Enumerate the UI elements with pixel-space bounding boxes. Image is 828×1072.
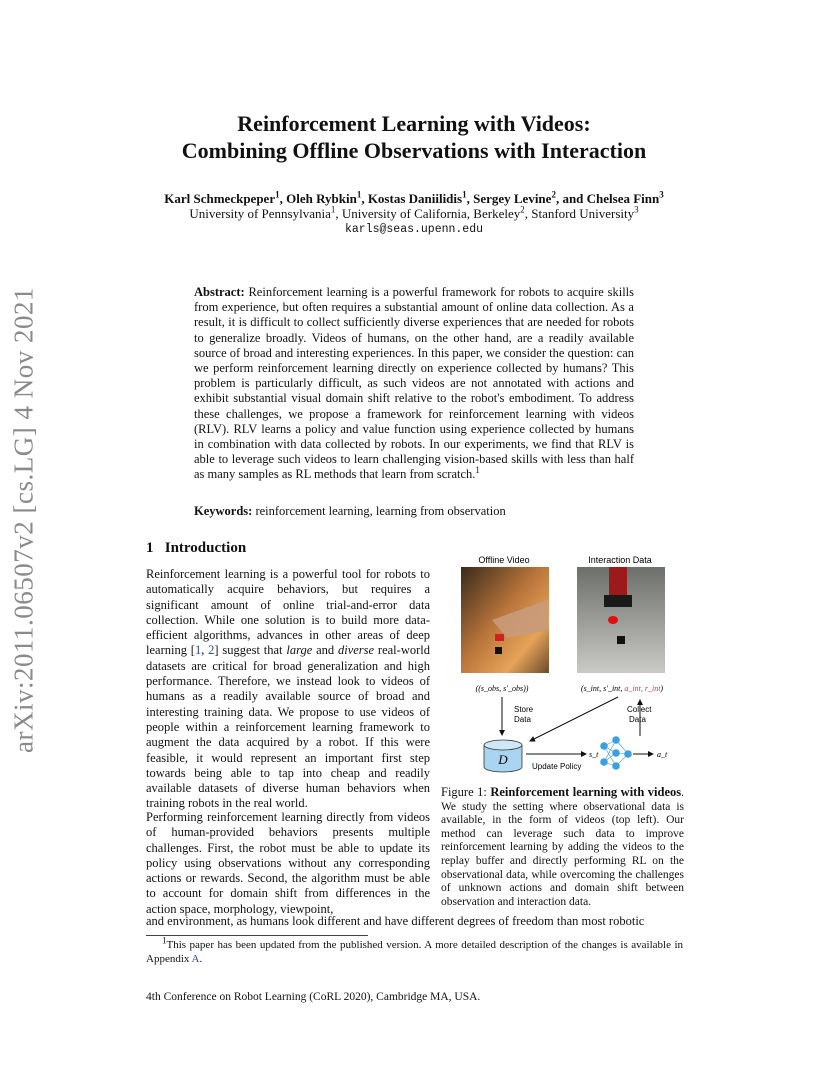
author-affil-mark: 3 xyxy=(659,189,664,200)
interaction-data-image xyxy=(577,567,665,673)
caption-label: Figure 1: xyxy=(441,785,491,799)
keywords-label: Keywords: xyxy=(194,504,253,518)
affiliation: University of California, Berkeley xyxy=(341,206,521,221)
action-label: a_t xyxy=(657,750,668,759)
keywords xyxy=(194,504,634,519)
intro-text: real-world datasets are critical for broad generalization and high performance. Therefore, we instead look to videos of humans as a readily available source of broad and interesting training data. We propose to use videos of people within a reinforcement learning framework to augment the data acquired by a robot. If this were feasible, it would represent an important first step towards being able to tap into cheap and readily available datasets of diverse human behaviors when training robots in the real world. xyxy=(146,643,430,811)
affiliation: University of Pennsylvania xyxy=(189,206,331,221)
abstract-label: Abstract: xyxy=(194,285,245,299)
abstract-text: Reinforcement learning is a powerful framework for robots to acquire skills from experience, but often requires a substantial amount of online data collection. As a result, it is difficult to collect sufficiently diverse experiences that are needed for robots to generalize broadly. Videos of humans, on the other hand, are a readily available source of broad and interesting experiences. In this paper, we consider the question: can we perform reinforcement learning directly on experience collected by humans? This problem is particularly difficult, as such videos are not annotated with actions and exhibit substantial visual domain shift relative to the robot's embodiment. To address these challenges, we propose a framework for reinforcement learning with videos (RLV). RLV learns a policy and value function using experience collected by humans in combination with data collected by robots. In our experiments, we find that RLV is able to leverage such videos to learn challenging vision-based skills with less than half as many samples as RL methods that learn from scratch. xyxy=(194,285,635,482)
author-separator: , xyxy=(279,191,287,206)
citation-link[interactable]: 1 xyxy=(194,643,202,658)
interaction-tuple xyxy=(581,684,664,693)
intro-text: ] suggest that xyxy=(214,643,287,658)
affil-separator: , xyxy=(524,206,532,221)
keywords-text: reinforcement learning, learning from observation xyxy=(255,504,506,518)
interaction-data-label: Interaction Data xyxy=(588,555,652,565)
figure-caption xyxy=(441,786,684,909)
author-separator: , and xyxy=(555,191,587,206)
author-affil-mark: 2 xyxy=(551,189,556,200)
collect-label-1: Collect xyxy=(627,705,652,714)
footnote xyxy=(146,935,683,966)
intro-text: and xyxy=(312,643,338,658)
section-number: 1 xyxy=(146,540,154,556)
author-affil-mark: 1 xyxy=(275,189,280,200)
caption-text: . We study the setting where observational data is available, in the form of videos (top left). Our method can leverage such data to improve reinforcement learning by adding the videos to the replay buffer and directly performing RL on the observational data, while overcoming the challenges of unknown actions and domain shift between observation and interaction data. xyxy=(441,787,684,908)
intro-paragraph-1 xyxy=(146,567,430,812)
intro-paragraph-2-continued: and environment, as humans look different and have different degrees of freedom than most robotic xyxy=(146,914,645,928)
contact-email: karls@seas.upenn.edu xyxy=(344,223,484,236)
author-list xyxy=(80,191,748,207)
author-name: Oleh Rybkin xyxy=(286,191,357,206)
tuple-right-a: (s_int, s'_int, xyxy=(580,684,625,693)
update-policy-label: Update Policy xyxy=(532,762,582,771)
abstract xyxy=(194,285,634,483)
tuple-right-red: a_int, r_int xyxy=(624,684,661,693)
footnote-text-end: . xyxy=(199,953,203,965)
title-line-1: Reinforcement Learning with Videos: xyxy=(237,111,591,136)
offline-video-label: Offline Video xyxy=(478,555,530,565)
buffer-symbol: D xyxy=(498,752,508,767)
tuple-right-c: ) xyxy=(660,684,664,693)
emphasis: large xyxy=(286,643,313,658)
offline-video-image xyxy=(461,567,549,673)
section-title: Introduction xyxy=(164,540,247,556)
footnote-number: 1 xyxy=(162,935,167,946)
caption-title: Reinforcement learning with videos xyxy=(490,785,682,799)
author-name: Chelsea Finn xyxy=(586,191,660,206)
section-heading xyxy=(146,540,246,557)
author-affil-mark: 1 xyxy=(356,189,362,200)
intro-paragraph-2: Performing reinforcement learning directly from videos of human-provided behaviors presents multiple challenges. First, the robot must be able to update its policy using observations without any corresponding actions or rewards. Second, the algorithm must be able to account for domain shift from differences in the action space, morphology, viewpoint, xyxy=(146,810,430,916)
footnote-rule xyxy=(146,935,368,936)
author-name: Karl Schmeckpeper xyxy=(164,191,276,206)
paper-title xyxy=(80,110,748,164)
affiliation: Stanford University xyxy=(531,206,635,221)
citation-link[interactable]: 2 xyxy=(208,643,215,658)
collect-to-buffer-arrow xyxy=(530,697,618,741)
figure-1 xyxy=(452,550,684,782)
intro-text: Reinforcement learning is a powerful tool for robots to automatically acquire behaviors, but requires a significant amount of online trial-and-error data collection. While one solution is to build more data-efficient algorithms, advances in other areas of deep learning [ xyxy=(146,567,430,658)
emphasis: diverse xyxy=(337,643,375,658)
author-name: Sergey Levine xyxy=(473,191,552,206)
citation-separator: , xyxy=(201,643,209,658)
affil-mark: 3 xyxy=(634,204,639,215)
tuple-left: (s_obs, s'_obs) xyxy=(478,684,526,693)
title-line-2: Combining Offline Observations with Interaction xyxy=(181,138,647,163)
author-separator: , xyxy=(361,191,368,206)
observation-tuple: ((s_obs, s'_obs)) xyxy=(475,684,529,693)
replay-buffer-icon xyxy=(484,740,522,772)
affiliation-list xyxy=(80,206,748,222)
arxiv-sidebar xyxy=(2,270,46,770)
author-separator: , xyxy=(466,191,474,206)
arxiv-identifier: arXiv:2011.06507v2 [cs.LG] 4 Nov 2021 xyxy=(8,287,39,753)
affil-separator: , xyxy=(335,206,342,221)
appendix-link[interactable]: A xyxy=(191,953,200,965)
policy-network-icon xyxy=(601,737,632,770)
conference-info: 4th Conference on Robot Learning (CoRL 2020), Cambridge MA, USA. xyxy=(146,991,481,1003)
footnote-text: This paper has been updated from the published version. A more detailed description of the changes is available in Appendix xyxy=(146,939,683,965)
footnote-mark[interactable]: 1 xyxy=(475,465,480,476)
affil-mark: 2 xyxy=(520,204,525,215)
collect-label-2: Data xyxy=(629,715,646,724)
store-label-2: Data xyxy=(514,715,531,724)
author-name: Kostas Daniilidis xyxy=(367,191,463,206)
affil-mark: 1 xyxy=(330,204,336,215)
state-label: s_t xyxy=(589,750,599,759)
store-label-1: Store xyxy=(514,705,534,714)
author-affil-mark: 1 xyxy=(462,189,467,200)
